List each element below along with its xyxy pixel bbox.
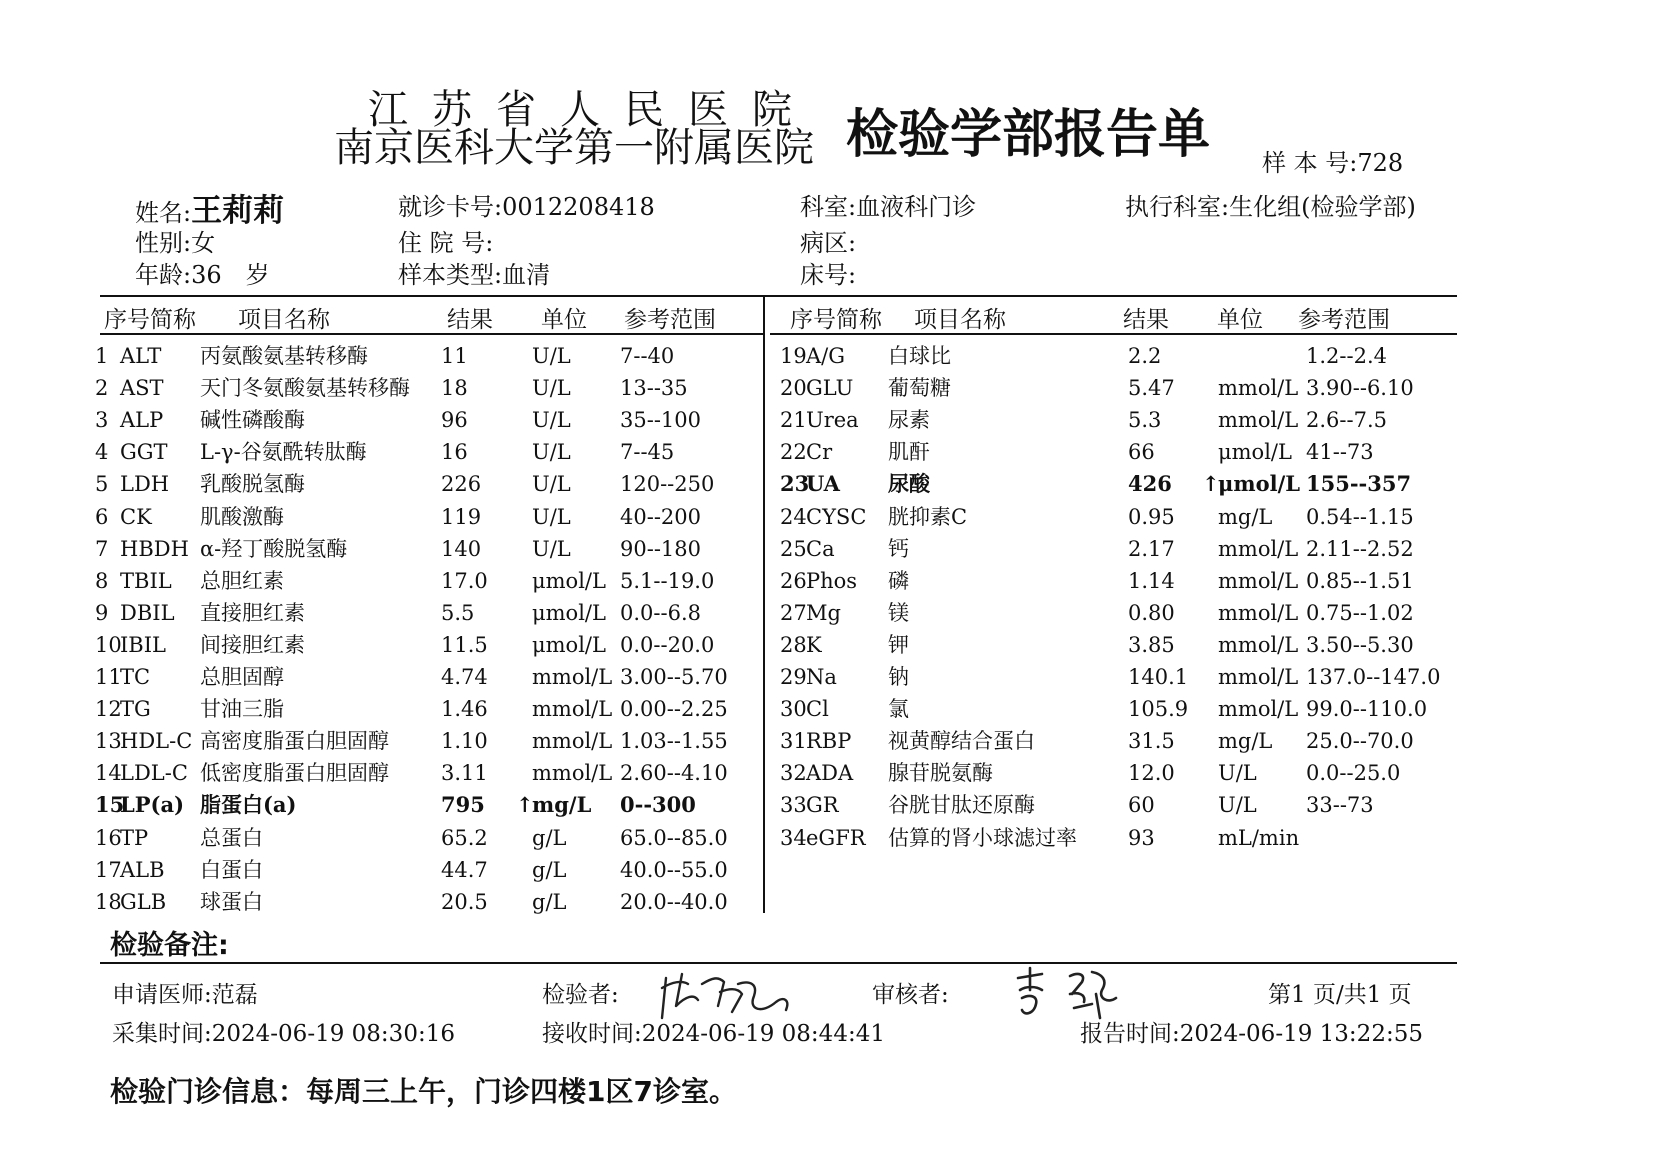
right-header-range: 参考范围: [1298, 307, 1390, 333]
cell-name: 总胆固醇: [200, 665, 284, 689]
cell-result: 2.2: [1128, 344, 1162, 368]
cell-unit: mmol/L: [1218, 408, 1299, 433]
bed-number: 床号:: [800, 261, 857, 289]
right-header-result: 结果: [1123, 307, 1169, 333]
patient-name: 王莉莉: [191, 193, 285, 229]
cell-unit: g/L: [532, 857, 567, 882]
cell-result: 1.10: [441, 729, 488, 754]
cell-range: 25.0--70.0: [1306, 729, 1414, 754]
cell-result: 0.80: [1128, 600, 1175, 625]
cell-result: 12.0: [1128, 761, 1175, 786]
reviewer-signature: [1012, 964, 1122, 1024]
cell-unit: mL/min: [1218, 825, 1300, 850]
cell-range: 90--180: [620, 536, 701, 561]
cell-abbr: CK: [120, 504, 152, 529]
cell-result: 96: [441, 408, 468, 433]
cell-range: 40--200: [620, 504, 701, 529]
cell-unit: mmol/L: [1218, 600, 1299, 625]
cell-abbr: LDH: [120, 472, 170, 497]
cell-name: 葡萄糖: [888, 376, 951, 401]
cell-abbr: LP(a): [120, 792, 185, 818]
cell-unit: U/L: [532, 408, 571, 433]
cell-result: 426: [1128, 471, 1172, 497]
cell-abbr: ALB: [120, 857, 165, 882]
cell-name: 脂蛋白(a): [200, 792, 297, 818]
cell-range: 13--35: [620, 376, 688, 401]
cell-unit: U/L: [532, 440, 571, 465]
cell-abbr: Na: [806, 665, 837, 689]
left-header-result: 结果: [447, 307, 493, 333]
cell-no: 32: [780, 761, 807, 786]
left-header-unit: 单位: [541, 307, 587, 333]
cell-unit: μmol/L: [532, 632, 606, 657]
cell-no: 33: [780, 793, 807, 818]
cell-no: 12: [95, 697, 122, 722]
sample-number: 样 本 号:728: [1262, 149, 1404, 177]
cell-no: 25: [780, 536, 807, 561]
cell-result: 11: [441, 344, 468, 368]
cell-abbr: GLU: [806, 376, 854, 401]
cell-abbr: HDL-C: [120, 729, 193, 754]
cell-unit: mmol/L: [1218, 632, 1299, 657]
cell-no: 28: [780, 632, 807, 657]
collect-time: 采集时间:2024-06-19 08:30:16: [112, 1021, 455, 1047]
cell-abbr: HBDH: [120, 536, 189, 561]
cell-no: 18: [95, 889, 122, 914]
cell-abbr: K: [806, 632, 822, 657]
cell-result: 3.85: [1128, 632, 1175, 657]
left-header-range: 参考范围: [624, 307, 716, 333]
cell-result: 66: [1128, 440, 1155, 465]
cell-no: 4: [95, 440, 109, 465]
cell-no: 6: [95, 504, 109, 529]
cell-abbr: TC: [120, 665, 151, 689]
tester-signature: [658, 966, 798, 1026]
cell-name: 钾: [888, 632, 909, 657]
cell-result: 5.3: [1128, 408, 1162, 433]
cell-result: 5.47: [1128, 376, 1175, 401]
cell-name: 低密度脂蛋白胆固醇: [200, 761, 389, 786]
cell-no: 24: [780, 504, 807, 529]
cell-range: 0--300: [620, 792, 696, 818]
cell-range: 2.11--2.52: [1306, 536, 1414, 561]
cell-abbr: AST: [120, 376, 164, 401]
cell-range: 0.0--20.0: [620, 632, 715, 657]
cell-unit: mmol/L: [1218, 697, 1299, 722]
right-header-unit: 单位: [1217, 307, 1263, 333]
cell-range: 3.90--6.10: [1306, 376, 1414, 401]
cell-unit: g/L: [532, 889, 567, 914]
right-header-item: 项目名称: [914, 307, 1006, 333]
outpatient-notice: 检验门诊信息：每周三上午，门诊四楼1区7诊室。: [110, 1075, 737, 1108]
cell-no: 17: [95, 857, 122, 882]
sample-type: 样本类型:血清: [398, 261, 551, 289]
left-header-no-abbr: 序号简称: [104, 307, 196, 333]
cell-unit: mmol/L: [1218, 568, 1299, 593]
cell-range: 155--357: [1306, 471, 1412, 497]
report-title: 检验学部报告单: [846, 105, 1211, 165]
cell-abbr: LDL-C: [120, 761, 188, 786]
cell-unit: U/L: [532, 504, 571, 529]
patient-sex: 性别:女: [135, 229, 216, 257]
cell-abbr: RBP: [806, 729, 852, 754]
column-divider: [763, 296, 765, 913]
cell-result: 795: [441, 792, 485, 818]
cell-name: 间接胆红素: [200, 632, 305, 657]
cell-unit: U/L: [1218, 793, 1257, 818]
cell-unit: μmol/L: [532, 568, 606, 593]
receive-time: 接收时间:2024-06-19 08:44:41: [542, 1021, 885, 1047]
cell-abbr: ALT: [120, 344, 162, 368]
cell-name: 钙: [888, 536, 909, 561]
cell-range: 5.1--19.0: [620, 568, 715, 593]
cell-result: 18: [441, 376, 468, 401]
cell-abbr: ADA: [806, 761, 854, 786]
cell-result: 0.95: [1128, 504, 1175, 529]
cell-abbr: Urea: [806, 408, 859, 433]
page-info: 第1 页/共1 页: [1268, 982, 1412, 1008]
cell-no: 21: [780, 408, 807, 433]
right-header-no-abbr: 序号简称: [790, 307, 882, 333]
cell-range: 1.2--2.4: [1306, 344, 1387, 368]
cell-unit: U/L: [532, 472, 571, 497]
cell-range: 3.50--5.30: [1306, 632, 1414, 657]
cell-abbr: GGT: [120, 440, 168, 465]
cell-no: 22: [780, 440, 807, 465]
cell-name: 估算的肾小球滤过率: [888, 825, 1077, 850]
cell-name: 白球比: [888, 344, 951, 368]
cell-unit: mmol/L: [532, 761, 613, 786]
cell-unit: mmol/L: [532, 665, 613, 689]
cell-range: 3.00--5.70: [620, 665, 728, 689]
patient-name-label: 姓名:: [135, 199, 192, 227]
cell-abbr: TG: [120, 697, 151, 722]
cell-name: 总蛋白: [200, 825, 263, 850]
cell-range: 2.60--4.10: [620, 761, 728, 786]
cell-abbr: Ca: [806, 536, 835, 561]
table-top-border: [100, 295, 1457, 297]
cell-name: 白蛋白: [200, 857, 263, 882]
cell-range: 41--73: [1306, 440, 1374, 465]
cell-no: 31: [780, 729, 807, 754]
cell-unit: mmol/L: [1218, 376, 1299, 401]
cell-name: 腺苷脱氨酶: [888, 761, 993, 786]
cell-no: 3: [95, 408, 109, 433]
cell-abbr: TP: [120, 825, 149, 850]
cell-no: 29: [780, 665, 807, 689]
cell-result: 140.1: [1128, 665, 1189, 689]
cell-unit: mmol/L: [1218, 536, 1299, 561]
cell-range: 120--250: [620, 472, 715, 497]
cell-flag: ↑: [516, 792, 534, 818]
cell-result: 16: [441, 440, 468, 465]
cell-no: 34: [780, 825, 807, 850]
cell-no: 7: [95, 536, 109, 561]
requesting-doctor: 申请医师:范磊: [112, 982, 258, 1008]
cell-no: 1: [95, 344, 109, 368]
cell-no: 10: [95, 632, 122, 657]
cell-abbr: DBIL: [120, 600, 175, 625]
remarks-label: 检验备注:: [110, 930, 229, 961]
cell-range: 99.0--110.0: [1306, 697, 1428, 722]
card-number: 就诊卡号:0012208418: [398, 193, 655, 221]
cell-range: 0.00--2.25: [620, 697, 728, 722]
cell-no: 2: [95, 376, 109, 401]
cell-result: 60: [1128, 793, 1155, 818]
cell-range: 20.0--40.0: [620, 889, 728, 914]
cell-abbr: Cl: [806, 697, 829, 722]
cell-no: 20: [780, 376, 807, 401]
cell-range: 0.75--1.02: [1306, 600, 1414, 625]
cell-no: 8: [95, 568, 109, 593]
cell-range: 65.0--85.0: [620, 825, 728, 850]
tester-label: 检验者:: [542, 982, 619, 1008]
cell-result: 31.5: [1128, 729, 1175, 754]
cell-range: 0.0--25.0: [1306, 761, 1401, 786]
cell-abbr: GLB: [120, 889, 167, 914]
cell-abbr: IBIL: [120, 632, 166, 657]
cell-unit: mg/L: [1218, 504, 1273, 529]
cell-result: 140: [441, 536, 482, 561]
cell-range: 33--73: [1306, 793, 1374, 818]
cell-range: 1.03--1.55: [620, 729, 728, 754]
cell-unit: μmol/L: [1218, 440, 1292, 465]
cell-abbr: GR: [806, 793, 839, 818]
cell-name: α-羟丁酸脱氢酶: [200, 536, 348, 561]
cell-name: 丙氨酸氨基转移酶: [200, 344, 368, 368]
cell-name: 胱抑素C: [888, 504, 968, 529]
left-header-item: 项目名称: [238, 307, 330, 333]
cell-abbr: A/G: [806, 344, 846, 368]
patient-age: 年龄:36 岁: [135, 261, 270, 289]
cell-range: 40.0--55.0: [620, 857, 728, 882]
cell-result: 1.46: [441, 697, 488, 722]
cell-abbr: CYSC: [806, 504, 867, 529]
cell-range: 0.54--1.15: [1306, 504, 1414, 529]
cell-result: 20.5: [441, 889, 488, 914]
cell-unit: mmol/L: [1218, 665, 1299, 689]
cell-name: 乳酸脱氢酶: [200, 472, 305, 497]
cell-result: 4.74: [441, 665, 488, 689]
cell-abbr: TBIL: [120, 568, 172, 593]
report-time: 报告时间:2024-06-19 13:22:55: [1080, 1021, 1423, 1047]
cell-result: 93: [1128, 825, 1155, 850]
cell-range: 7--40: [620, 344, 675, 368]
cell-name: 磷: [888, 568, 909, 593]
cell-result: 2.17: [1128, 536, 1175, 561]
cell-name: 肌酸激酶: [200, 504, 284, 529]
cell-unit: mmol/L: [532, 697, 613, 722]
cell-name: 天门冬氨酸氨基转移酶: [200, 376, 410, 401]
inpatient-number: 住 院 号:: [398, 229, 494, 257]
cell-no: 19: [780, 344, 807, 368]
reviewer-label: 审核者:: [872, 982, 949, 1008]
ward: 病区:: [800, 229, 857, 257]
cell-range: 0.0--6.8: [620, 600, 701, 625]
cell-name: 视黄醇结合蛋白: [888, 729, 1035, 754]
cell-name: 总胆红素: [200, 568, 284, 593]
cell-no: 13: [95, 729, 122, 754]
cell-no: 15: [95, 792, 125, 818]
cell-unit: U/L: [532, 536, 571, 561]
cell-abbr: Phos: [806, 568, 858, 593]
hospital-name-line2: 南京医科大学第一附属医院: [334, 125, 814, 171]
cell-abbr: UA: [806, 471, 840, 497]
cell-range: 0.85--1.51: [1306, 568, 1414, 593]
cell-no: 11: [95, 665, 122, 689]
cell-name: 碱性磷酸酶: [200, 408, 305, 433]
remarks-underline: [100, 962, 1457, 964]
cell-no: 9: [95, 600, 109, 625]
cell-unit: μmol/L: [1218, 471, 1301, 497]
cell-name: L-γ-谷氨酰转肽酶: [200, 440, 367, 465]
executing-department: 执行科室:生化组(检验学部): [1125, 193, 1416, 221]
patient-name-field: [135, 193, 285, 229]
cell-result: 44.7: [441, 857, 488, 882]
cell-unit: U/L: [532, 344, 571, 368]
cell-unit: mg/L: [1218, 729, 1273, 754]
cell-unit: U/L: [532, 376, 571, 401]
cell-name: 尿素: [888, 408, 930, 433]
cell-no: 16: [95, 825, 122, 850]
department: 科室:血液科门诊: [800, 193, 977, 221]
cell-range: 35--100: [620, 408, 701, 433]
cell-no: 27: [780, 600, 807, 625]
cell-unit: mg/L: [532, 792, 592, 818]
cell-abbr: eGFR: [806, 825, 866, 850]
cell-no: 30: [780, 697, 807, 722]
cell-unit: U/L: [1218, 761, 1257, 786]
cell-name: 甘油三脂: [200, 697, 284, 722]
cell-abbr: Cr: [806, 440, 833, 465]
cell-unit: mmol/L: [532, 729, 613, 754]
cell-no: 23: [780, 471, 810, 497]
cell-result: 17.0: [441, 568, 488, 593]
cell-range: 137.0--147.0: [1306, 665, 1441, 689]
cell-name: 尿酸: [888, 471, 930, 497]
cell-abbr: ALP: [120, 408, 164, 433]
cell-no: 5: [95, 472, 109, 497]
cell-flag: ↑: [1202, 471, 1220, 497]
hospital-name-line1: 江苏省人民医院: [368, 87, 816, 133]
cell-unit: μmol/L: [532, 600, 606, 625]
cell-name: 高密度脂蛋白胆固醇: [200, 729, 389, 754]
cell-unit: g/L: [532, 825, 567, 850]
cell-no: 14: [95, 761, 122, 786]
cell-range: 7--45: [620, 440, 675, 465]
cell-abbr: Mg: [806, 600, 841, 625]
cell-result: 226: [441, 472, 482, 497]
cell-name: 氯: [888, 697, 909, 722]
cell-result: 105.9: [1128, 697, 1189, 722]
cell-result: 1.14: [1128, 568, 1175, 593]
cell-name: 肌酐: [888, 440, 930, 465]
cell-result: 65.2: [441, 825, 488, 850]
cell-name: 谷胱甘肽还原酶: [888, 793, 1035, 818]
cell-name: 球蛋白: [200, 889, 263, 914]
cell-name: 钠: [888, 665, 909, 689]
cell-name: 直接胆红素: [200, 600, 305, 625]
cell-result: 11.5: [441, 632, 488, 657]
cell-no: 26: [780, 568, 807, 593]
cell-range: 2.6--7.5: [1306, 408, 1387, 433]
cell-name: 镁: [888, 600, 909, 625]
cell-result: 119: [441, 504, 482, 529]
cell-result: 3.11: [441, 761, 488, 786]
cell-result: 5.5: [441, 600, 475, 625]
